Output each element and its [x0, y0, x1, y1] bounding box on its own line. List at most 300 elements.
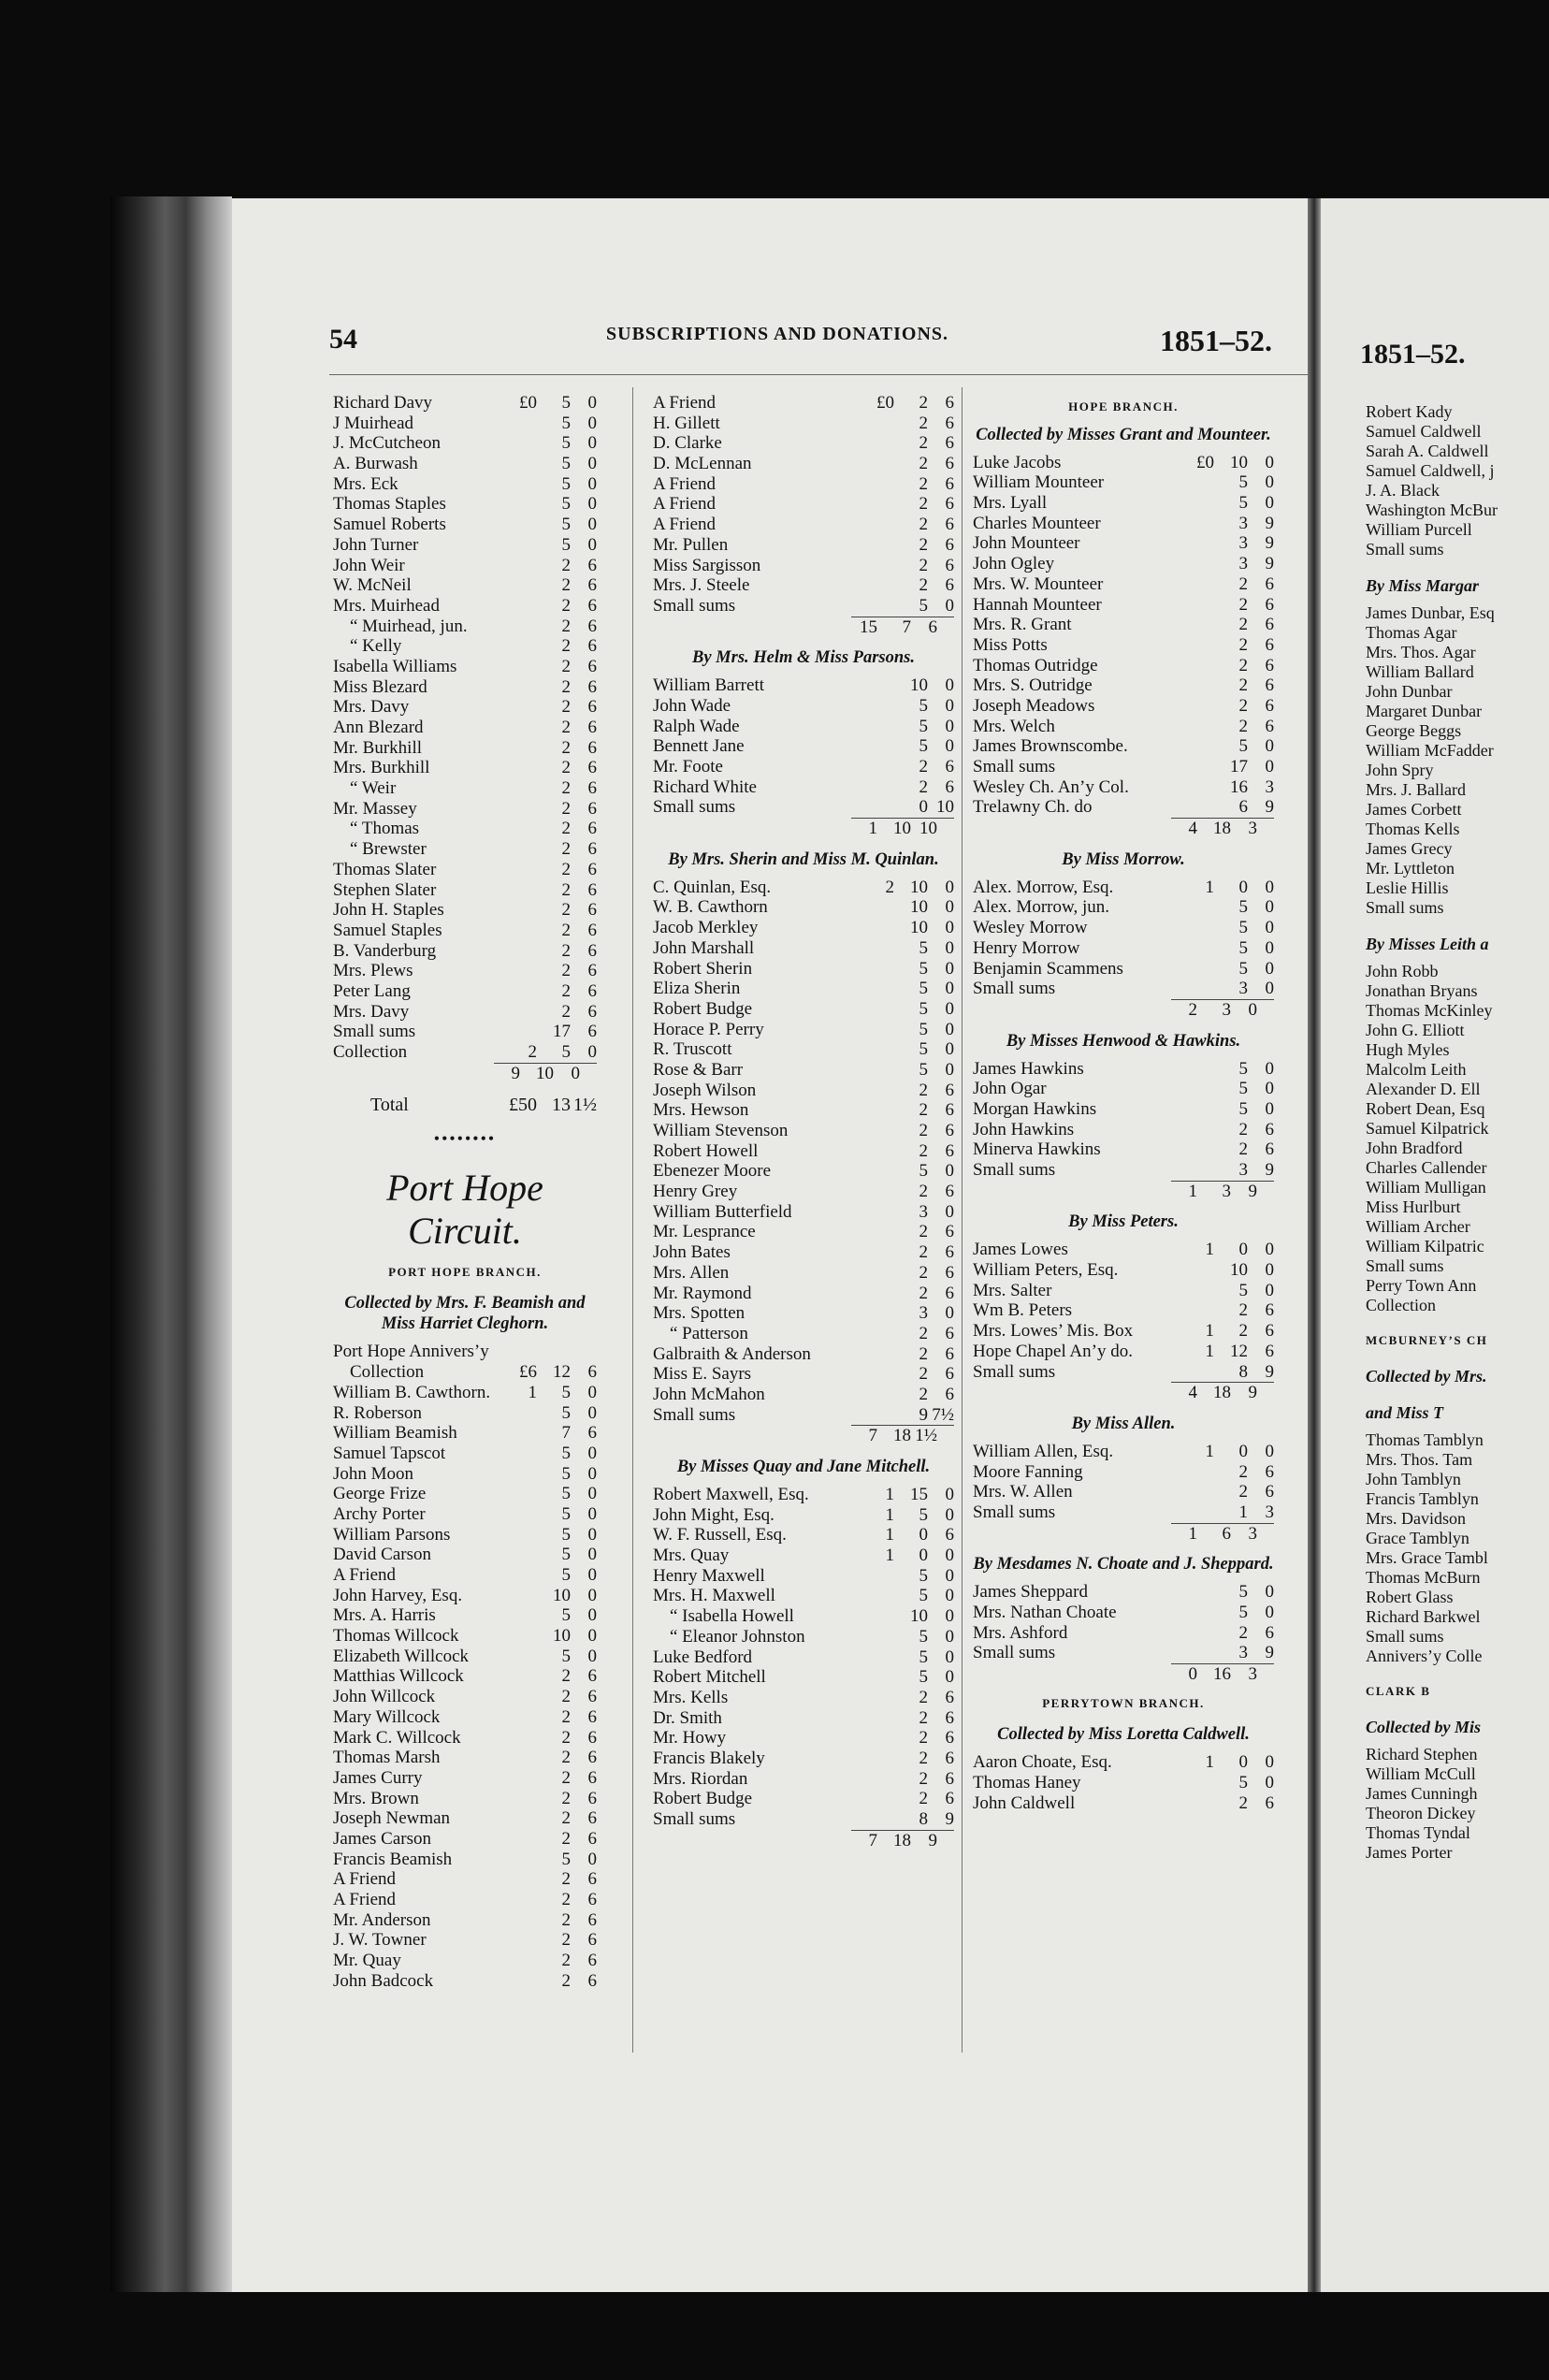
entry-name: John Harvey, Esq.: [333, 1585, 463, 1605]
partial-line: John Dunbar: [1366, 682, 1453, 701]
shillings: 5: [561, 1463, 571, 1484]
partial-line: Thomas Tyndal: [1366, 1823, 1470, 1842]
entry-amount: [511, 819, 597, 839]
pounds: [868, 1728, 894, 1749]
entry-row: [653, 736, 954, 757]
partial-line: Small sums: [1366, 1627, 1444, 1646]
entry-amount: [511, 941, 597, 962]
entry-row: [333, 556, 597, 576]
shillings: 0: [1238, 1441, 1248, 1461]
partial-line: Thomas Agar: [1366, 623, 1457, 642]
entry-row: [653, 897, 954, 918]
entry-name: Mrs. Ashford: [973, 1622, 1068, 1643]
partial-line: James Cunningh: [1366, 1784, 1478, 1803]
shillings: 2: [919, 473, 928, 494]
shillings: 2: [561, 1869, 571, 1890]
pounds: [868, 575, 894, 596]
pence: 0: [945, 1039, 954, 1060]
entry-amount: [511, 1666, 597, 1687]
entry-name: “ Isabella Howell: [670, 1606, 794, 1627]
entry-amount: [868, 1364, 954, 1385]
entry-name: Thomas Outridge: [973, 655, 1098, 675]
entry-row: [973, 1603, 1274, 1623]
shillings: 2: [561, 1727, 571, 1748]
entry-row: [653, 575, 954, 596]
shillings: 5: [1238, 736, 1248, 757]
partial-line: Perry Town Ann: [1366, 1276, 1477, 1295]
entry-amount: [1188, 1160, 1274, 1181]
pounds: [868, 474, 894, 495]
pounds: [1188, 736, 1214, 757]
entry-amount: [511, 839, 597, 860]
pence: 6: [587, 1808, 597, 1829]
entry-name: Luke Jacobs: [973, 452, 1062, 472]
shillings: 5: [1238, 937, 1248, 958]
entry-name: Charles Mounteer: [973, 513, 1101, 533]
entry-row: [653, 1566, 954, 1587]
entry-row: [333, 1789, 597, 1809]
entry-row: [653, 474, 954, 495]
pounds: [511, 1444, 537, 1464]
partial-line: Thomas McKinley: [1366, 1001, 1493, 1020]
entry-name: Samuel Roberts: [333, 515, 446, 535]
pounds: [868, 1364, 894, 1385]
shillings: 2: [561, 697, 571, 718]
pence: 0: [945, 979, 954, 999]
pence: 0: [945, 1485, 954, 1504]
entry-row: [333, 1464, 597, 1485]
subtotal-row: 9 10 0: [333, 1063, 597, 1083]
partial-line: Malcolm Leith: [1366, 1060, 1467, 1079]
shillings: 8: [1238, 1361, 1248, 1382]
pounds: [1188, 1139, 1214, 1160]
entries-block: [333, 1342, 597, 1991]
shillings: 3: [919, 1303, 928, 1324]
partial-line: Robert Dean, Esq: [1366, 1099, 1485, 1118]
shillings: 5: [561, 1646, 571, 1666]
entry-name: John Mounteer: [973, 533, 1080, 554]
pence: 0: [945, 675, 954, 696]
entries-block: [653, 675, 954, 818]
entry-row: [333, 1707, 597, 1728]
pounds: [511, 1565, 537, 1586]
entry-amount: [511, 738, 597, 759]
entry-amount: [511, 778, 597, 799]
entry-name: Mrs. Brown: [333, 1788, 419, 1808]
shillings: 5: [919, 1504, 928, 1525]
entry-name: Robert Maxwell, Esq.: [653, 1485, 809, 1504]
entry-row: [973, 1362, 1274, 1383]
entry-name: Henry Grey: [653, 1182, 738, 1202]
entry-name: John Willcock: [333, 1687, 436, 1707]
pounds: 1: [885, 1504, 894, 1525]
entry-row: [653, 1100, 954, 1121]
shillings: 5: [919, 1019, 928, 1039]
entry-amount: [511, 1383, 597, 1403]
entry-row: [333, 839, 597, 860]
entry-name: Elizabeth Willcock: [333, 1646, 470, 1666]
entry-row: [653, 1364, 954, 1385]
entry-amount: [868, 1242, 954, 1263]
entry-amount: [511, 1869, 597, 1890]
shillings: 5: [919, 736, 928, 757]
pounds: [511, 1666, 537, 1687]
entry-row: [973, 554, 1274, 574]
shillings: 2: [561, 839, 571, 860]
shillings: 5: [561, 1443, 571, 1463]
entry-row: [653, 1284, 954, 1304]
pounds: [868, 979, 894, 999]
pounds: [868, 535, 894, 556]
entry-row: [973, 717, 1274, 737]
pounds: [511, 1626, 537, 1647]
pounds: [1188, 696, 1214, 717]
shillings: 6: [1238, 797, 1248, 818]
entry-name: Minerva Hawkins: [973, 1139, 1101, 1160]
shillings: 5: [561, 413, 571, 433]
pounds: [511, 1022, 537, 1042]
pence: 6: [945, 494, 954, 515]
entry-amount: [868, 1182, 954, 1202]
entry-name: Thomas Haney: [973, 1773, 1081, 1793]
entry-row: [333, 1362, 597, 1383]
entry-row: [653, 1749, 954, 1769]
entry-name: Trelawny Ch. do: [973, 797, 1093, 818]
shillings: 0: [1238, 877, 1248, 897]
entry-amount: [868, 1566, 954, 1587]
pence: 0: [1265, 979, 1274, 999]
entry-row: [973, 1342, 1274, 1362]
entry-name: Isabella Williams: [333, 656, 457, 676]
pounds: [868, 938, 894, 959]
shillings: 3: [1238, 513, 1248, 533]
pence: 6: [1265, 1321, 1274, 1342]
shillings: 2: [919, 1100, 928, 1121]
entry-amount: [1188, 472, 1274, 493]
partial-line: James Porter: [1366, 1843, 1453, 1862]
entry-name: Miss Blezard: [333, 676, 427, 697]
entry-amount: [511, 921, 597, 941]
shillings: 3: [1238, 554, 1248, 574]
pence: 6: [945, 413, 954, 433]
entry-amount: [1188, 1059, 1274, 1080]
pence: 6: [945, 393, 954, 413]
entry-name: J. W. Towner: [333, 1930, 427, 1951]
shillings: 2: [561, 1970, 571, 1991]
entry-row: [333, 393, 597, 414]
pounds: [868, 1688, 894, 1708]
entry-name: Collection: [350, 1362, 425, 1383]
pence: 0: [1265, 472, 1274, 493]
entry-name: Wm B. Peters: [973, 1300, 1073, 1321]
entry-amount: [1188, 1502, 1274, 1523]
pounds: £0: [1196, 452, 1214, 472]
partial-line: and Miss T: [1366, 1403, 1444, 1422]
pounds: [1188, 1462, 1214, 1483]
partial-line: Richard Barkwel: [1366, 1607, 1481, 1626]
pounds: [868, 1242, 894, 1263]
entry-amount: [511, 1850, 597, 1870]
shillings: 0: [1238, 1240, 1248, 1260]
subtotal-row: 15 7 6: [653, 617, 954, 637]
entry-row: [333, 1042, 597, 1063]
shillings: 2: [919, 393, 928, 413]
entry-amount: [868, 757, 954, 777]
pence: 6: [945, 1262, 954, 1283]
pence: 6: [1265, 1622, 1274, 1643]
entry-name: Ralph Wade: [653, 716, 740, 736]
shillings: 10: [910, 918, 928, 938]
shillings: 5: [1238, 1582, 1248, 1603]
entry-amount: [511, 1930, 597, 1951]
entry-amount: [1188, 493, 1274, 514]
entry-row: [973, 1079, 1274, 1099]
pounds: [868, 1202, 894, 1223]
pounds: [511, 880, 537, 901]
entry-amount: [868, 1546, 954, 1566]
pounds: [1188, 1099, 1214, 1120]
shillings: 0: [919, 797, 928, 818]
entry-row: [973, 493, 1274, 514]
pounds: [1188, 1160, 1214, 1181]
shillings: 2: [1238, 695, 1248, 716]
entry-amount: [868, 1708, 954, 1729]
partial-line: Charles Callender: [1366, 1158, 1487, 1177]
entry-row: [653, 1039, 954, 1060]
entry-row: [333, 1545, 597, 1565]
partial-line: Samuel Caldwell: [1366, 422, 1482, 441]
entry-row: [333, 617, 597, 637]
pence: 0: [587, 1849, 597, 1869]
entry-name: Mrs. Burkhill: [333, 758, 430, 778]
pence: 0: [945, 897, 954, 918]
pounds: £0: [519, 393, 537, 413]
entry-amount: [868, 393, 954, 414]
pence: 0: [945, 1546, 954, 1566]
pounds: [1188, 897, 1214, 918]
entry-name: John Hawkins: [973, 1119, 1075, 1139]
pence: 0: [945, 1161, 954, 1182]
pence: 6: [1265, 655, 1274, 675]
shillings: 5: [919, 1059, 928, 1080]
pounds: [511, 941, 537, 962]
shillings: 2: [561, 595, 571, 616]
entry-amount: [868, 1303, 954, 1324]
shillings: 5: [561, 473, 571, 494]
entry-row: [653, 696, 954, 717]
entry-row: [333, 758, 597, 778]
pounds: [1188, 1793, 1214, 1814]
pounds: [1188, 1603, 1214, 1623]
entries-block: [333, 393, 597, 1063]
pounds: [868, 1121, 894, 1141]
partial-line: Mrs. Thos. Tam: [1366, 1450, 1473, 1469]
entry-row: [973, 1059, 1274, 1080]
entry-amount: [511, 433, 597, 454]
entry-name: A Friend: [333, 1869, 397, 1890]
entry-amount: [511, 1829, 597, 1850]
pence: 0: [1265, 1058, 1274, 1079]
header-rule: [329, 374, 1308, 375]
shillings: 2: [919, 494, 928, 515]
partial-line: Samuel Caldwell, j: [1366, 461, 1495, 480]
shillings: 0: [919, 1546, 928, 1566]
pence: 6: [945, 515, 954, 535]
entry-row: [333, 515, 597, 535]
entry-amount: [868, 1100, 954, 1121]
pence: 6: [1265, 1461, 1274, 1482]
pence: 6: [945, 1768, 954, 1789]
shillings: 2: [561, 1951, 571, 1971]
partial-line: Miss Hurlburt: [1366, 1197, 1461, 1216]
entry-row: [653, 535, 954, 556]
entry-amount: [1188, 1362, 1274, 1383]
collector-heading: Collected by Misses Grant and Mounteer.: [976, 425, 1271, 444]
entry-name: Mrs. Lyall: [973, 493, 1048, 514]
entry-name: Mrs. Salter: [973, 1280, 1052, 1300]
entry-name: Small sums: [973, 1502, 1056, 1522]
pounds: 1: [885, 1525, 894, 1546]
entry-amount: [868, 1667, 954, 1688]
entry-row: [333, 1971, 597, 1992]
entry-name: Port Hope Annivers’y: [333, 1342, 489, 1362]
shillings: 3: [1238, 979, 1248, 999]
entry-name: Small sums: [973, 757, 1056, 777]
shillings: 2: [561, 656, 571, 676]
collector-heading: By Miss Peters.: [1068, 1212, 1179, 1232]
pence: 6: [945, 1687, 954, 1707]
entry-row: [333, 1586, 597, 1606]
shillings: 5: [561, 433, 571, 454]
entry-amount: [868, 1769, 954, 1790]
partial-line: Collected by Mis: [1366, 1718, 1481, 1736]
pounds: [511, 1808, 537, 1829]
shillings: 10: [1230, 452, 1248, 472]
entry-row: [333, 738, 597, 759]
entry-row: [653, 777, 954, 798]
entry-name: Mr. Foote: [653, 757, 723, 776]
pence: 6: [945, 1384, 954, 1404]
entry-row: [333, 1951, 597, 1971]
pounds: [1188, 1120, 1214, 1140]
shillings: 5: [561, 1042, 571, 1062]
pence: 6: [945, 1100, 954, 1121]
entry-amount: [511, 636, 597, 657]
pounds: [511, 596, 537, 617]
pence: 6: [945, 1343, 954, 1364]
partial-line: J. A. Black: [1366, 481, 1440, 500]
entry-name: W. B. Cawthorn: [653, 897, 768, 918]
entry-amount: [511, 1042, 597, 1063]
pence: 0: [587, 1646, 597, 1666]
pounds: [868, 1769, 894, 1790]
pounds: [868, 959, 894, 980]
entry-name: Hope Chapel An’y do.: [973, 1341, 1133, 1361]
entry-row: [973, 1582, 1274, 1603]
entry-name: Ebenezer Moore: [653, 1161, 772, 1182]
entry-name: Samuel Tapscot: [333, 1443, 446, 1463]
entry-amount: [511, 1362, 597, 1383]
entry-name: Small sums: [973, 1361, 1056, 1382]
pounds: [511, 657, 537, 677]
entry-amount: [511, 860, 597, 880]
pounds: [868, 736, 894, 757]
partial-line: Mrs. J. Ballard: [1366, 780, 1466, 799]
entry-name: Mary Willcock: [333, 1706, 441, 1727]
entry-amount: [511, 677, 597, 698]
entry-row: [653, 1708, 954, 1729]
pence: 6: [587, 1706, 597, 1727]
entry-row: [333, 1930, 597, 1951]
entry-row: [653, 1060, 954, 1081]
pence: 6: [587, 900, 597, 921]
entry-name: James Sheppard: [973, 1582, 1088, 1603]
entry-name: John Moon: [333, 1463, 414, 1484]
partial-line: Annivers’y Colle: [1366, 1647, 1483, 1665]
shillings: 2: [561, 940, 571, 961]
entry-row: [333, 1666, 597, 1687]
subtotal-row: 7 18 1½: [653, 1425, 954, 1445]
entry-row: [653, 556, 954, 576]
entry-amount: [1188, 736, 1274, 757]
pence: 0: [587, 1605, 597, 1626]
entry-name: Mrs. Welch: [973, 716, 1055, 736]
shillings: 2: [919, 433, 928, 454]
shillings: 2: [561, 1748, 571, 1768]
entry-amount: [511, 657, 597, 677]
entry-name: A Friend: [333, 1890, 397, 1910]
shillings: 5: [1238, 918, 1248, 938]
entry-amount: [868, 1485, 954, 1505]
entry-row: [653, 757, 954, 777]
pounds: [868, 1405, 894, 1426]
partial-line: CLARK B: [1366, 1684, 1431, 1698]
entry-name: John Badcock: [333, 1970, 434, 1991]
entry-name: A Friend: [333, 1565, 397, 1586]
pence: 0: [587, 393, 597, 413]
entry-name: Mrs. Spotten: [653, 1303, 746, 1324]
shillings: 2: [561, 718, 571, 737]
entries-block: [973, 1752, 1274, 1813]
entry-name: Small sums: [973, 979, 1056, 999]
pounds: [511, 1687, 537, 1707]
entry-name: Collection: [333, 1042, 408, 1062]
column-divider: [632, 387, 633, 2053]
entry-row: [653, 878, 954, 898]
entry-name: Small sums: [653, 1809, 736, 1829]
pence: 0: [587, 534, 597, 555]
entry-name: William Peters, Esq.: [973, 1260, 1119, 1281]
pence: 6: [945, 555, 954, 575]
shillings: 2: [919, 1343, 928, 1364]
pounds: [868, 1284, 894, 1304]
entry-row: [333, 1504, 597, 1525]
partial-line: Margaret Dunbar: [1366, 702, 1483, 720]
pence: 9: [945, 1809, 954, 1829]
pounds: [511, 900, 537, 921]
entry-amount: [868, 1749, 954, 1769]
entry-amount: [868, 515, 954, 535]
pence: 6: [587, 980, 597, 1001]
entry-name: Mrs. Quay: [653, 1546, 730, 1566]
entry-name: J Muirhead: [333, 413, 414, 433]
entry-row: [333, 860, 597, 880]
shillings: 2: [561, 1808, 571, 1829]
entry-row: [973, 777, 1274, 798]
pounds: [511, 575, 537, 596]
partial-line: John Spry: [1366, 761, 1434, 779]
partial-line: Robert Glass: [1366, 1588, 1454, 1606]
